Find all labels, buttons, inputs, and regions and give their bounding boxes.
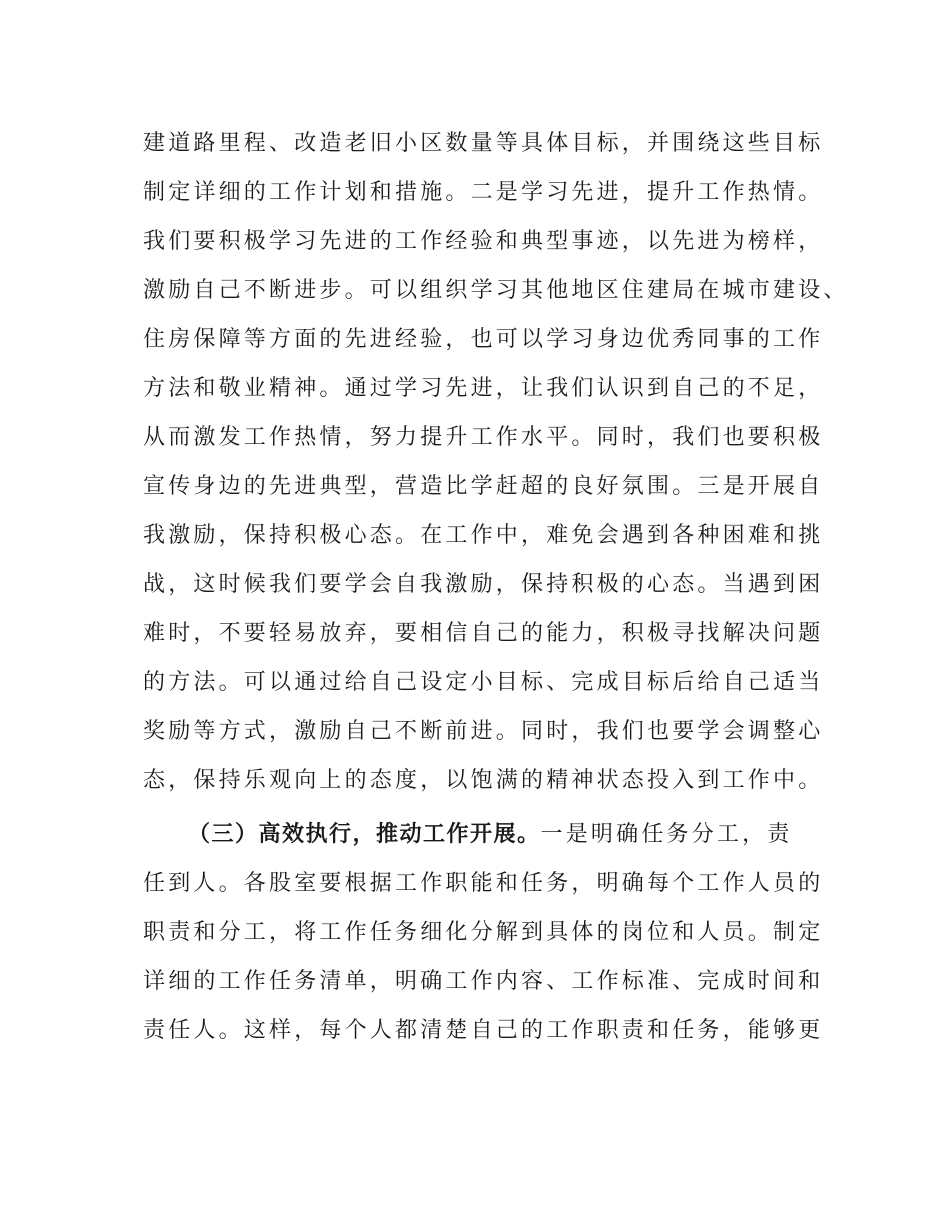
paragraph-line: 方法和敬业精神。通过学习先进，让我们认识到自己的不足， xyxy=(143,376,824,401)
paragraph-line: 难时，不要轻易放弃，要相信自己的能力，积极寻找解决问题 xyxy=(143,621,824,646)
paragraph-line: 职责和分工，将工作任务细化分解到具体的岗位和人员。制定 xyxy=(143,920,824,945)
paragraph-line: 制定详细的工作计划和措施。二是学习先进，提升工作热情。 xyxy=(143,180,824,205)
paragraph-first-line xyxy=(188,815,828,855)
paragraph-line: 责任人。这样，每个人都清楚自己的工作职责和任务，能够更 xyxy=(143,1018,824,1043)
paragraph-line: 战，这时候我们要学会自我激励，保持积极的心态。当遇到困 xyxy=(143,572,824,597)
paragraph-line: 详细的工作任务清单，明确工作内容、工作标准、完成时间和 xyxy=(143,969,824,994)
paragraph-line: 的方法。可以通过给自己设定小目标、完成目标后给自己适当 xyxy=(143,670,824,695)
paragraph-line: 激励自己不断进步。可以组织学习其他地区住建局在城市建设、 xyxy=(143,278,849,303)
paragraph-line: 住房保障等方面的先进经验，也可以学习身边优秀同事的工作 xyxy=(143,327,824,352)
paragraph-text: 一是明确任务分工，责 xyxy=(540,822,793,847)
paragraph-line: 从而激发工作热情，努力提升工作水平。同时，我们也要积极 xyxy=(143,425,824,450)
paragraph-line: 任到人。各股室要根据工作职能和任务，明确每个工作人员的 xyxy=(143,871,824,896)
paragraph-line: 我们要积极学习先进的工作经验和典型事迹，以先进为榜样， xyxy=(143,229,824,254)
section-heading: （三）高效执行，推动工作开展。 xyxy=(188,822,541,847)
paragraph-line: 宣传身边的先进典型，营造比学赶超的良好氛围。三是开展自 xyxy=(143,474,824,499)
paragraph-line: 奖励等方式，激励自己不断前进。同时，我们也要学会调整心 xyxy=(143,719,824,744)
paragraph-line: 我激励，保持积极心态。在工作中，难免会遇到各种困难和挑 xyxy=(143,523,824,548)
paragraph-line: 建道路里程、改造老旧小区数量等具体目标，并围绕这些目标 xyxy=(143,131,824,156)
paragraph-line: 态，保持乐观向上的态度，以饱满的精神状态投入到工作中。 xyxy=(143,768,824,793)
